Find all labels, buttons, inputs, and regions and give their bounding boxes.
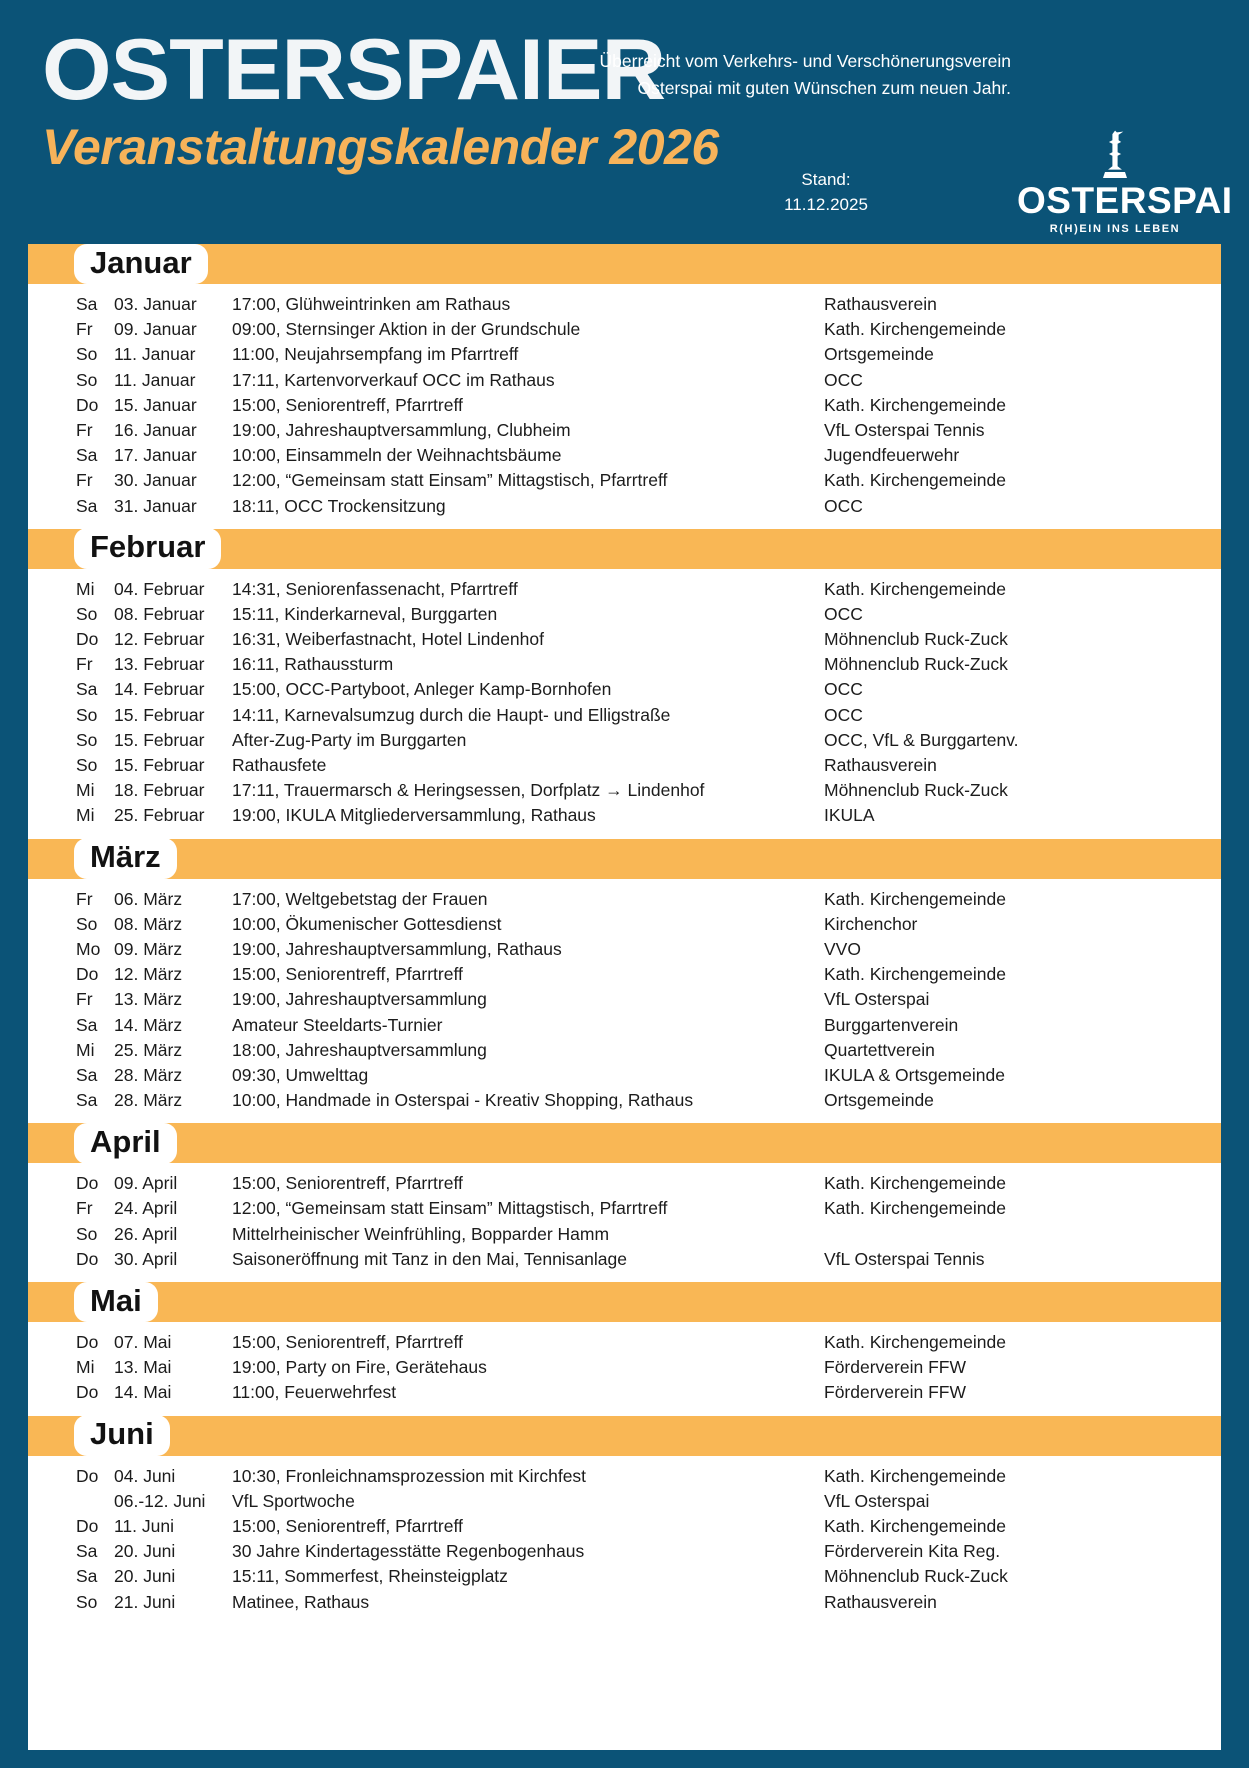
- event-description: 09:30, Umwelttag: [232, 1064, 369, 1085]
- month-tab: [74, 1415, 170, 1456]
- event-weekday: Mi: [76, 578, 95, 599]
- event-row: [28, 778, 1221, 803]
- event-description: 10:00, Handmade in Osterspai - Kreativ Shopping, Rathaus: [232, 1090, 694, 1111]
- event-weekday: Do: [76, 629, 99, 650]
- event-organizer: Kath. Kirchengemeinde: [824, 1465, 1006, 1486]
- event-organizer: IKULA: [824, 805, 875, 826]
- event-description: 16:11, Rathaussturm: [232, 654, 394, 675]
- event-date: 08. Februar: [114, 603, 205, 624]
- month-tab: [74, 1123, 177, 1164]
- event-description: VfL Sportwoche: [232, 1490, 355, 1511]
- event-date: 14. März: [114, 1014, 183, 1035]
- event-organizer: Kath. Kirchengemeinde: [824, 578, 1006, 599]
- event-organizer: OCC: [824, 495, 863, 516]
- event-weekday: Mi: [76, 1357, 95, 1378]
- month-tab: [74, 838, 177, 879]
- event-row: [28, 468, 1221, 493]
- event-description: 15:11, Kinderkarneval, Burggarten: [232, 603, 498, 624]
- event-organizer: OCC: [824, 603, 863, 624]
- month-section: [28, 839, 1221, 1124]
- event-description: 11:00, Neujahrsempfang im Pfarrtreff: [232, 344, 519, 365]
- event-date: 15. Februar: [114, 755, 205, 775]
- event-description: 11:00, Feuerwehrfest: [232, 1382, 397, 1403]
- event-date: 06.-12. Juni: [114, 1490, 206, 1511]
- event-weekday: Sa: [76, 1090, 98, 1111]
- event-weekday: Do: [76, 1465, 99, 1486]
- event-date: 18. Februar: [114, 780, 205, 801]
- event-description: 17:00, Weltgebetstag der Frauen: [232, 888, 488, 909]
- event-weekday: Sa: [76, 495, 98, 516]
- greeting-text: Überreicht vom Verkehrs- und Verschönerungsverein Osterspai mit guten Wünschen zum neuen Jahr.: [599, 51, 1011, 99]
- event-organizer: Kath. Kirchengemeinde: [824, 1515, 1006, 1536]
- event-organizer: Möhnenclub Ruck-Zuck: [824, 780, 1008, 801]
- event-description: 15:11, Sommerfest, Rheinsteigplatz: [232, 1566, 508, 1587]
- event-date: 13. Mai: [114, 1357, 172, 1378]
- event-row: [28, 1380, 1221, 1405]
- month-header: [28, 1416, 1221, 1456]
- event-description: 17:11, Kartenvorverkauf OCC im Rathaus: [232, 369, 555, 390]
- event-description: 19:00, Jahreshauptversammlung, Clubheim: [232, 419, 571, 440]
- month-section: [28, 1282, 1221, 1416]
- event-weekday: Do: [76, 1382, 99, 1403]
- event-organizer: Förderverein FFW: [824, 1382, 966, 1403]
- event-date: 12. März: [114, 964, 183, 985]
- event-description: 17:00, Glühweintrinken am Rathaus: [232, 294, 511, 314]
- event-description: 14:11, Karnevalsumzug durch die Haupt- und Elligstraße: [232, 704, 671, 725]
- osterspai-logo: [1017, 128, 1233, 235]
- event-list: [28, 284, 1221, 529]
- event-date: 20. Juni: [114, 1541, 176, 1562]
- event-description: 15:00, Seniorentreff, Pfarrtreff: [232, 964, 463, 985]
- logo-wordmark: OSTERSPAI: [1017, 180, 1233, 221]
- month-tab: [74, 1282, 158, 1323]
- event-organizer: Kath. Kirchengemeinde: [824, 964, 1006, 985]
- event-description: 10:00, Ökumenischer Gottesdienst: [232, 913, 502, 934]
- event-description: Mittelrheinischer Weinfrühling, Bopparder Hamm: [232, 1223, 610, 1244]
- event-description: 15:00, Seniorentreff, Pfarrtreff: [232, 394, 463, 415]
- event-row: [28, 1013, 1221, 1038]
- event-organizer: Rathausverein: [824, 755, 937, 775]
- month-name: Januar: [90, 244, 192, 280]
- event-description: 10:00, Einsammeln der Weihnachtsbäume: [232, 445, 562, 466]
- month-header: [28, 1123, 1221, 1163]
- event-row: [28, 393, 1221, 418]
- month-tab: [74, 244, 208, 284]
- month-section: [28, 529, 1221, 839]
- stand-date: 11.12.2025: [784, 194, 868, 214]
- event-description: Rathausfete: [232, 755, 327, 775]
- event-row: [28, 1038, 1221, 1063]
- event-weekday: Mi: [76, 805, 95, 826]
- event-weekday: Sa: [76, 1064, 98, 1085]
- event-date: 14. Februar: [114, 679, 205, 700]
- event-weekday: Fr: [76, 470, 93, 491]
- event-row: [28, 577, 1221, 602]
- event-organizer: OCC: [824, 704, 863, 725]
- event-weekday: Sa: [76, 1014, 98, 1035]
- event-weekday: Do: [76, 1332, 99, 1352]
- event-description: 14:31, Seniorenfassenacht, Pfarrtreff: [232, 578, 518, 599]
- event-row: [28, 1196, 1221, 1221]
- event-organizer: VfL Osterspai: [824, 1490, 930, 1511]
- event-organizer: Ortsgemeinde: [824, 344, 934, 365]
- event-weekday: Sa: [76, 1541, 98, 1562]
- event-weekday: Sa: [76, 294, 98, 314]
- event-row: [28, 1464, 1221, 1489]
- event-date: 09. April: [114, 1173, 178, 1194]
- event-date: 11. Januar: [114, 344, 196, 365]
- event-row: [28, 443, 1221, 468]
- event-date: 07. Mai: [114, 1332, 172, 1352]
- event-weekday: Fr: [76, 654, 93, 675]
- event-weekday: So: [76, 729, 98, 750]
- event-row: [28, 602, 1221, 627]
- event-organizer: OCC: [824, 369, 863, 390]
- event-row: [28, 887, 1221, 912]
- event-description: 18:11, OCC Trockensitzung: [232, 495, 446, 516]
- event-row: [28, 912, 1221, 937]
- event-weekday: Do: [76, 1173, 99, 1194]
- event-organizer: Kath. Kirchengemeinde: [824, 394, 1006, 415]
- event-date: 28. März: [114, 1090, 183, 1111]
- event-date: 15. Februar: [114, 704, 205, 725]
- event-organizer: Rathausverein: [824, 294, 937, 314]
- event-date: 16. Januar: [114, 419, 197, 440]
- event-description: 19:00, Jahreshauptversammlung, Rathaus: [232, 938, 562, 959]
- event-weekday: Do: [76, 1248, 99, 1269]
- event-description: Saisoneröffnung mit Tanz in den Mai, Tennisanlage: [232, 1248, 627, 1269]
- event-weekday: So: [76, 1591, 98, 1612]
- event-row: [28, 1489, 1221, 1514]
- event-organizer: VfL Osterspai: [824, 989, 930, 1010]
- event-date: 30. April: [114, 1248, 178, 1269]
- event-list: [28, 569, 1221, 839]
- event-date: 11. Juni: [114, 1515, 174, 1536]
- event-description: 10:30, Fronleichnamsprozession mit Kirchfest: [232, 1465, 587, 1486]
- event-date: 13. März: [114, 989, 183, 1010]
- event-date: 21. Juni: [114, 1591, 176, 1612]
- event-date: 09. März: [114, 938, 183, 959]
- event-organizer: Förderverein Kita Reg.: [824, 1541, 1001, 1562]
- event-description: After-Zug-Party im Burggarten: [232, 729, 467, 750]
- event-weekday: Mo: [76, 938, 101, 959]
- event-date: 31. Januar: [114, 495, 197, 516]
- event-row: [28, 728, 1221, 753]
- event-weekday: Sa: [76, 445, 98, 466]
- event-weekday: So: [76, 1223, 98, 1244]
- event-date: 13. Februar: [114, 654, 205, 675]
- event-weekday: Mi: [76, 1039, 95, 1060]
- event-row: [28, 803, 1221, 828]
- event-date: 06. März: [114, 888, 183, 909]
- event-row: [28, 418, 1221, 443]
- event-organizer: Möhnenclub Ruck-Zuck: [824, 629, 1008, 650]
- event-weekday: Do: [76, 1515, 99, 1536]
- event-list: [28, 1163, 1221, 1282]
- event-organizer: Kath. Kirchengemeinde: [824, 1198, 1006, 1219]
- page-title: OSTERSPAIER: [42, 22, 666, 118]
- event-list: [28, 879, 1221, 1124]
- tower-icon: [1017, 128, 1213, 180]
- event-description: 30 Jahre Kindertagesstätte Regenbogenhaus: [232, 1541, 585, 1562]
- event-organizer: Kath. Kirchengemeinde: [824, 470, 1006, 491]
- event-weekday: So: [76, 603, 98, 624]
- event-date: 08. März: [114, 913, 183, 934]
- event-description: 15:00, OCC-Partyboot, Anleger Kamp-Bornhofen: [232, 679, 612, 700]
- month-name: Juni: [90, 1416, 154, 1452]
- event-weekday: Fr: [76, 1198, 93, 1219]
- event-organizer: Kath. Kirchengemeinde: [824, 1332, 1006, 1352]
- event-row: [28, 753, 1221, 778]
- month-section: [28, 1123, 1221, 1282]
- event-organizer: OCC, VfL & Burggartenv.: [824, 729, 1019, 750]
- event-weekday: Fr: [76, 888, 93, 909]
- event-weekday: So: [76, 704, 98, 725]
- event-row: [28, 292, 1221, 317]
- event-row: [28, 1590, 1221, 1615]
- event-row: [28, 937, 1221, 962]
- event-date: 15. Januar: [114, 394, 197, 415]
- event-organizer: OCC: [824, 679, 863, 700]
- event-weekday: Sa: [76, 679, 98, 700]
- event-weekday: Do: [76, 394, 99, 415]
- event-date: 26. April: [114, 1223, 178, 1244]
- event-weekday: Fr: [76, 319, 93, 340]
- event-row: [28, 627, 1221, 652]
- event-date: 04. Juni: [114, 1465, 176, 1486]
- page-header: [0, 0, 1249, 244]
- event-description: 12:00, “Gemeinsam statt Einsam” Mittagstisch, Pfarrtreff: [232, 1198, 668, 1219]
- month-section: [28, 1416, 1221, 1625]
- month-name: April: [90, 1123, 161, 1159]
- event-description: 12:00, “Gemeinsam statt Einsam” Mittagstisch, Pfarrtreff: [232, 470, 668, 491]
- event-row: [28, 1171, 1221, 1196]
- event-organizer: Burggartenverein: [824, 1014, 959, 1035]
- event-row: [28, 494, 1221, 519]
- event-date: 25. März: [114, 1039, 183, 1060]
- event-row: [28, 317, 1221, 342]
- month-header: [28, 529, 1221, 569]
- event-description: 17:11, Trauermarsch & Heringsessen, Dorfplatz → Lindenhof: [232, 780, 705, 801]
- event-weekday: So: [76, 369, 98, 390]
- event-weekday: Fr: [76, 419, 93, 440]
- event-organizer: VVO: [824, 938, 861, 959]
- event-organizer: Möhnenclub Ruck-Zuck: [824, 654, 1008, 675]
- event-description: 18:00, Jahreshauptversammlung: [232, 1039, 487, 1060]
- event-row: [28, 1222, 1221, 1247]
- event-date: 15. Februar: [114, 729, 205, 750]
- event-row: [28, 1247, 1221, 1272]
- event-description: 15:00, Seniorentreff, Pfarrtreff: [232, 1173, 463, 1194]
- stand-label: Stand:: [801, 170, 851, 189]
- event-description: 19:00, IKULA Mitgliederversammlung, Rathaus: [232, 805, 596, 826]
- event-description: 19:00, Jahreshauptversammlung: [232, 989, 487, 1010]
- event-row: [28, 1355, 1221, 1380]
- event-date: 30. Januar: [114, 470, 197, 491]
- month-name: Mai: [90, 1282, 142, 1318]
- event-date: 14. Mai: [114, 1382, 172, 1403]
- event-weekday: Fr: [76, 989, 93, 1010]
- event-organizer: Jugendfeuerwehr: [824, 445, 960, 466]
- event-organizer: Kath. Kirchengemeinde: [824, 319, 1006, 340]
- event-date: 04. Februar: [114, 578, 205, 599]
- month-header: [28, 839, 1221, 879]
- event-description: 09:00, Sternsinger Aktion in der Grundschule: [232, 319, 581, 340]
- event-date: 20. Juni: [114, 1566, 176, 1587]
- event-organizer: Kirchenchor: [824, 913, 918, 934]
- event-weekday: So: [76, 755, 98, 775]
- event-date: 28. März: [114, 1064, 183, 1085]
- event-date: 24. April: [114, 1198, 178, 1219]
- event-row: [28, 1063, 1221, 1088]
- event-date: 25. Februar: [114, 805, 205, 826]
- event-date: 12. Februar: [114, 629, 205, 650]
- event-row: [28, 1330, 1221, 1355]
- event-weekday: Do: [76, 964, 99, 985]
- event-organizer: Rathausverein: [824, 1591, 937, 1612]
- event-row: [28, 703, 1221, 728]
- event-weekday: Mi: [76, 780, 95, 801]
- month-tab: [74, 528, 221, 569]
- event-organizer: IKULA & Ortsgemeinde: [824, 1064, 1005, 1085]
- page-subtitle: Veranstaltungskalender 2026: [42, 119, 719, 176]
- event-row: [28, 1088, 1221, 1113]
- event-row: [28, 368, 1221, 393]
- event-organizer: Kath. Kirchengemeinde: [824, 1173, 1006, 1194]
- event-date: 09. Januar: [114, 319, 197, 340]
- event-weekday: So: [76, 344, 98, 365]
- month-name: Februar: [90, 529, 206, 565]
- event-row: [28, 1539, 1221, 1564]
- event-organizer: Ortsgemeinde: [824, 1090, 934, 1111]
- event-date: 17. Januar: [114, 445, 197, 466]
- event-date: 11. Januar: [114, 369, 196, 390]
- event-description: 15:00, Seniorentreff, Pfarrtreff: [232, 1332, 463, 1352]
- month-section: [28, 244, 1221, 529]
- month-header: [28, 244, 1221, 284]
- event-weekday: Sa: [76, 1566, 98, 1587]
- month-header: [28, 1282, 1221, 1322]
- month-name: März: [90, 839, 161, 875]
- event-row: [28, 342, 1221, 367]
- event-organizer: Möhnenclub Ruck-Zuck: [824, 1566, 1008, 1587]
- event-list: [28, 1322, 1221, 1416]
- stand-block: [778, 168, 874, 217]
- event-description: Matinee, Rathaus: [232, 1591, 370, 1612]
- event-row: [28, 987, 1221, 1012]
- event-row: [28, 1564, 1221, 1589]
- event-date: 03. Januar: [114, 294, 197, 314]
- event-list: [28, 1456, 1221, 1625]
- event-row: [28, 1514, 1221, 1539]
- event-description: 15:00, Seniorentreff, Pfarrtreff: [232, 1515, 463, 1536]
- calendar-sheet: [28, 244, 1221, 1750]
- event-organizer: VfL Osterspai Tennis: [824, 419, 985, 440]
- event-description: 19:00, Party on Fire, Gerätehaus: [232, 1357, 487, 1378]
- event-row: [28, 962, 1221, 987]
- event-description: 16:31, Weiberfastnacht, Hotel Lindenhof: [232, 629, 544, 650]
- event-organizer: Quartettverein: [824, 1039, 935, 1060]
- event-organizer: VfL Osterspai Tennis: [824, 1248, 985, 1269]
- logo-claim: R(H)EIN INS LEBEN: [1049, 223, 1181, 235]
- event-row: [28, 652, 1221, 677]
- event-row: [28, 677, 1221, 702]
- event-weekday: So: [76, 913, 98, 934]
- event-description: Amateur Steeldarts-Turnier: [232, 1014, 443, 1035]
- event-organizer: Kath. Kirchengemeinde: [824, 888, 1006, 909]
- event-organizer: Förderverein FFW: [824, 1357, 966, 1378]
